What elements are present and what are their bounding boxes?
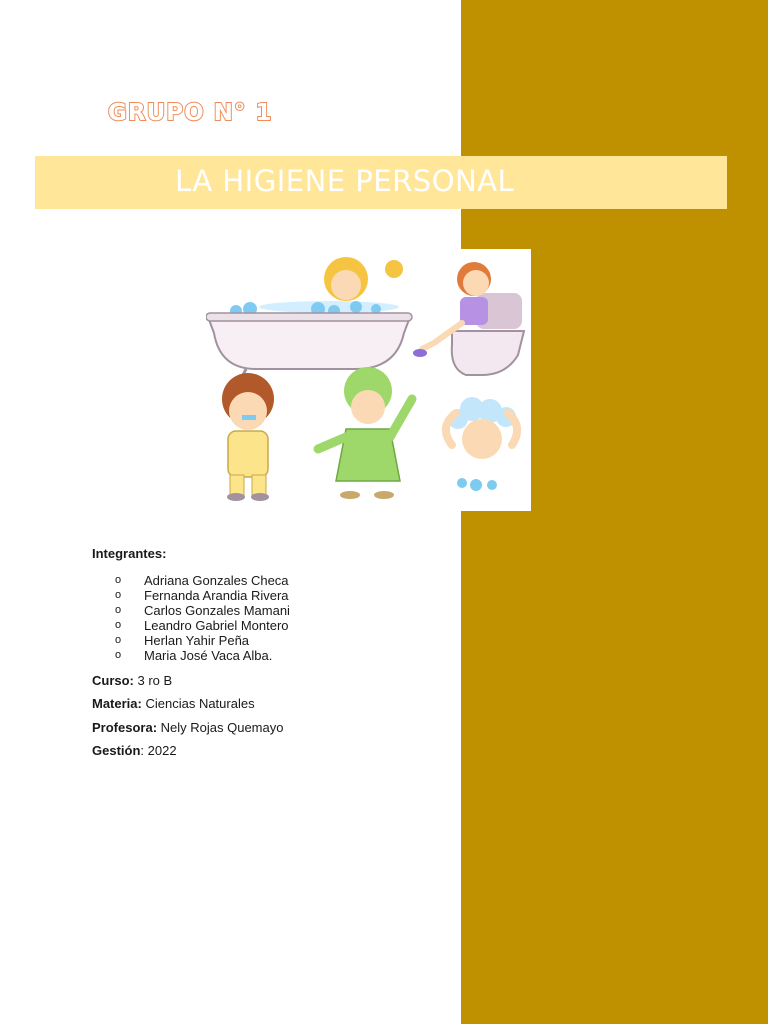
subject-value: Ciencias Naturales (141, 696, 255, 712)
list-bullet: o (115, 589, 122, 601)
subject-label: Materia: (92, 696, 142, 712)
list-bullet: o (115, 574, 122, 586)
bathrobe-child-icon (318, 367, 412, 499)
year-label: Gestión (92, 742, 141, 758)
bathtub-child-icon (206, 257, 412, 381)
teacher-label: Profesora: (92, 719, 158, 735)
group-title: GRUPO N° 1 (108, 100, 273, 126)
member-name: Adriana Gonzales Checa (144, 573, 289, 588)
course-label: Curso: (92, 673, 134, 688)
list-item (92, 618, 452, 633)
member-name: Leandro Gabriel Montero (144, 618, 289, 633)
list-item (92, 573, 452, 588)
list-item (92, 603, 452, 618)
list-bullet: o (115, 649, 122, 661)
teacher-value: Nely Rojas Quemayo (157, 719, 284, 735)
member-list (92, 573, 452, 663)
members-heading: Integrantes: (92, 546, 167, 561)
teacher-row (92, 716, 452, 739)
course-row (92, 669, 452, 692)
title-band (35, 156, 727, 209)
list-bullet: o (115, 619, 122, 631)
subject-row (92, 692, 452, 715)
toilet-child-icon (413, 262, 524, 375)
page-title: LA HIGIENE PERSONAL (175, 164, 515, 198)
list-bullet: o (115, 604, 122, 616)
course-value: 3 ro B (133, 673, 173, 688)
member-name: Carlos Gonzales Mamani (144, 603, 290, 618)
side-color-bar (461, 0, 768, 1024)
list-item (92, 588, 452, 603)
member-name: Herlan Yahir Peña (144, 633, 250, 648)
toothbrush-child-icon (222, 373, 274, 501)
list-item (92, 648, 452, 663)
list-bullet: o (115, 634, 122, 646)
year-value: : 2022 (140, 742, 177, 758)
details-block (92, 546, 452, 762)
shampoo-child-icon (446, 397, 517, 491)
member-name: Maria José Vaca Alba. (144, 648, 273, 663)
list-item (92, 633, 452, 648)
member-name: Fernanda Arandia Rivera (144, 588, 289, 603)
year-row (92, 739, 452, 762)
hygiene-kids-illustration (206, 249, 531, 511)
